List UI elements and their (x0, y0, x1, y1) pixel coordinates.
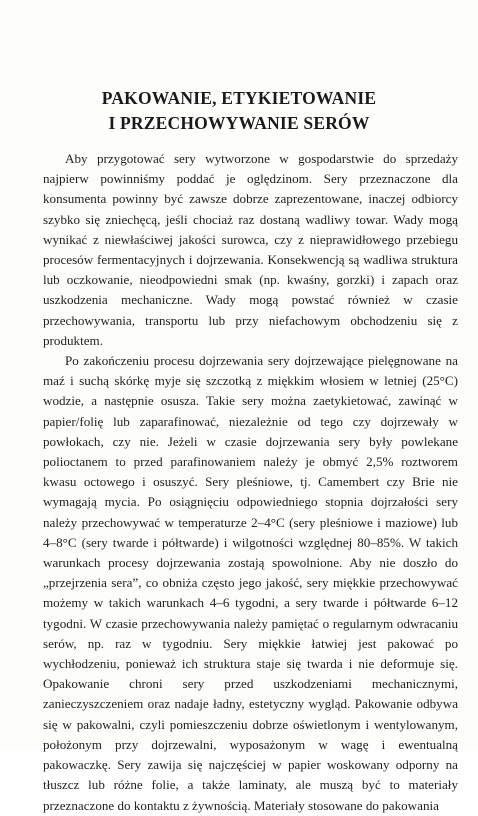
chapter-body (43, 149, 458, 816)
chapter-title-line-1: PAKOWANIE, ETYKIETOWANIE (101, 88, 377, 108)
chapter-title-line-2: I PRZECHOWYWANIE SERÓW (108, 113, 370, 133)
paragraph-storage: Po zakończeniu procesu dojrzewania sery dojrzewające pielęgnowane na maź i suchą skórkę myje się szczotką z miękkim włosiem w letniej (25°C) wodzie, a następnie osusza. Takie sery można zaetykietować, zawinąć w papier/folię lub zaparafinować, niezależnie od tego czy dojrzewały w powłokach, czy nie. Jeżeli w czasie dojrzewania sery były powlekane polioctanem to przed parafinowaniem należy je obmyć 2,5% roztworem kwasu octowego i osuszyć. Sery pleśniowe, tj. Camembert czy Brie nie wymagają mycia. Po osiągnięciu odpowiedniego stopnia dojrzałości sery należy przechowywać w temperaturze 2–4°C (sery pleśniowe i maziowe) lub 4–8°C (sery twarde i półtwarde) i wilgotności względnej 80–85%. W takich warunkach procesy dojrzewania zostają spowolnione. Aby nie doszło do „przejrzenia sera”, co obniża często jego jakość, sery miękkie przechowywać możemy w takich warunkach 4–6 tygodni, a sery twarde i półtwarde 6–12 tygodni. W czasie przechowywania należy pamiętać o regularnym odwracaniu serów, np. raz w tygodniu. Sery miękkie łatwiej jest pakować po wychłodzeniu, ponieważ ich struktura staje się twarda i nie deformuje się. Opakowanie chroni sery przed uszkodzeniami mechanicznymi, zanieczyszczeniem oraz nadaje ładny, estetyczny wygląd. Pakowanie odbywa się w pakowalni, czyli pomieszczeniu dobrze oświetlonym i wentylowanym, położonym przy dojrzewalni, wyposażonym w wagę i ewentualną pakowaczkę. Sery zawija się najczęściej w papier woskowany odporny na tłuszcz lub różne folie, a także laminaty, ale muszą być to materiały przeznaczone do kontaktu z żywnością. Materiały stosowane do pakowania (43, 353, 458, 813)
paragraph-intro: Aby przygotować sery wytworzone w gospodarstwie do sprzedaży najpierw powinniśmy poddać je oględzinom. Sery przeznaczone dla konsumenta powinny być zawsze dobrze zaprezentowane, inaczej odbiorcy szybko się zniechęcą, jeśli chociaż raz dostaną wadliwy towar. Wady mogą wynikać z niewłaściwej jakości surowca, czy z nieprawidłowego przebiegu procesów fermentacyjnych i dojrzewania. Konsekwencją są wadliwa struktura lub oczkowanie, nieodpowiedni smak (np. kwaśny, gorzki) i zapach oraz uszkodzenia mechaniczne. Wady mogą powstać również w czasie przechowywania, transportu lub przy niefachowym obchodzeniu się z produktem. (43, 151, 458, 348)
